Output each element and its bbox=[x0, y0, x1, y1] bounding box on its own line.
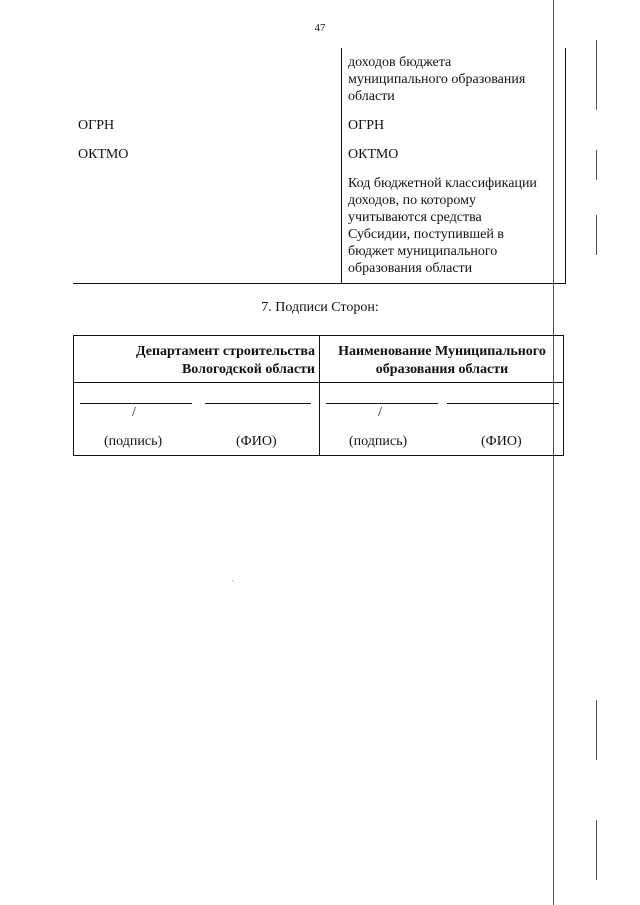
scan-speck bbox=[232, 580, 233, 581]
requisites-bottom-border bbox=[73, 283, 566, 284]
left-name-line bbox=[205, 403, 311, 404]
scan-artifact-line bbox=[596, 150, 597, 180]
right-income-line: области bbox=[348, 89, 395, 104]
right-income-line: доходов бюджета bbox=[348, 55, 452, 70]
right-name-caption: (ФИО) bbox=[481, 434, 522, 449]
left-slash: / bbox=[132, 405, 136, 420]
scan-artifact-line bbox=[596, 700, 597, 760]
right-name-line bbox=[447, 403, 559, 404]
right-oktmo-label: ОКТМО bbox=[348, 147, 399, 162]
left-party-heading bbox=[110, 343, 315, 379]
right-ogrn-label: ОГРН bbox=[348, 118, 385, 133]
left-name-caption: (ФИО) bbox=[236, 434, 277, 449]
right-party-heading-line: Наименование Муниципального bbox=[338, 344, 546, 359]
left-oktmo-label: ОКТМО bbox=[78, 147, 129, 162]
requisites-column-divider bbox=[341, 48, 342, 284]
page-number: 47 bbox=[314, 22, 326, 34]
right-kbk-line: Субсидии, поступившей в bbox=[348, 227, 504, 242]
signatures-header-rule bbox=[73, 382, 564, 383]
scan-artifact-line bbox=[596, 820, 597, 880]
right-kbk-line: Код бюджетной классификации bbox=[348, 176, 537, 191]
right-kbk-line: доходов, по которому bbox=[348, 193, 476, 208]
scan-artifact-line bbox=[596, 215, 597, 255]
left-party-heading-line: Вологодской области bbox=[181, 362, 315, 377]
right-signature-caption: (подпись) bbox=[349, 434, 408, 449]
section-title: 7. Подписи Сторон: bbox=[261, 300, 379, 315]
left-party-heading-line: Департамент строительства bbox=[135, 344, 315, 359]
right-kbk-line: учитываются средства bbox=[348, 210, 482, 225]
requisites-right-border bbox=[565, 48, 566, 284]
scan-artifact-line bbox=[596, 40, 597, 110]
right-income-text bbox=[348, 54, 563, 105]
right-kbk-text bbox=[348, 175, 563, 277]
right-signature-line bbox=[326, 403, 438, 404]
left-signature-caption: (подпись) bbox=[104, 434, 163, 449]
left-signature-line bbox=[80, 403, 192, 404]
left-ogrn-label: ОГРН bbox=[78, 118, 115, 133]
signatures-column-divider bbox=[319, 335, 320, 456]
right-party-heading bbox=[323, 343, 561, 379]
right-kbk-line: бюджет муниципального bbox=[348, 244, 498, 259]
right-kbk-line: образования области bbox=[348, 261, 473, 276]
right-income-line: муниципального образования bbox=[348, 72, 526, 87]
right-slash: / bbox=[378, 405, 382, 420]
right-party-heading-line: образования области bbox=[375, 362, 509, 377]
